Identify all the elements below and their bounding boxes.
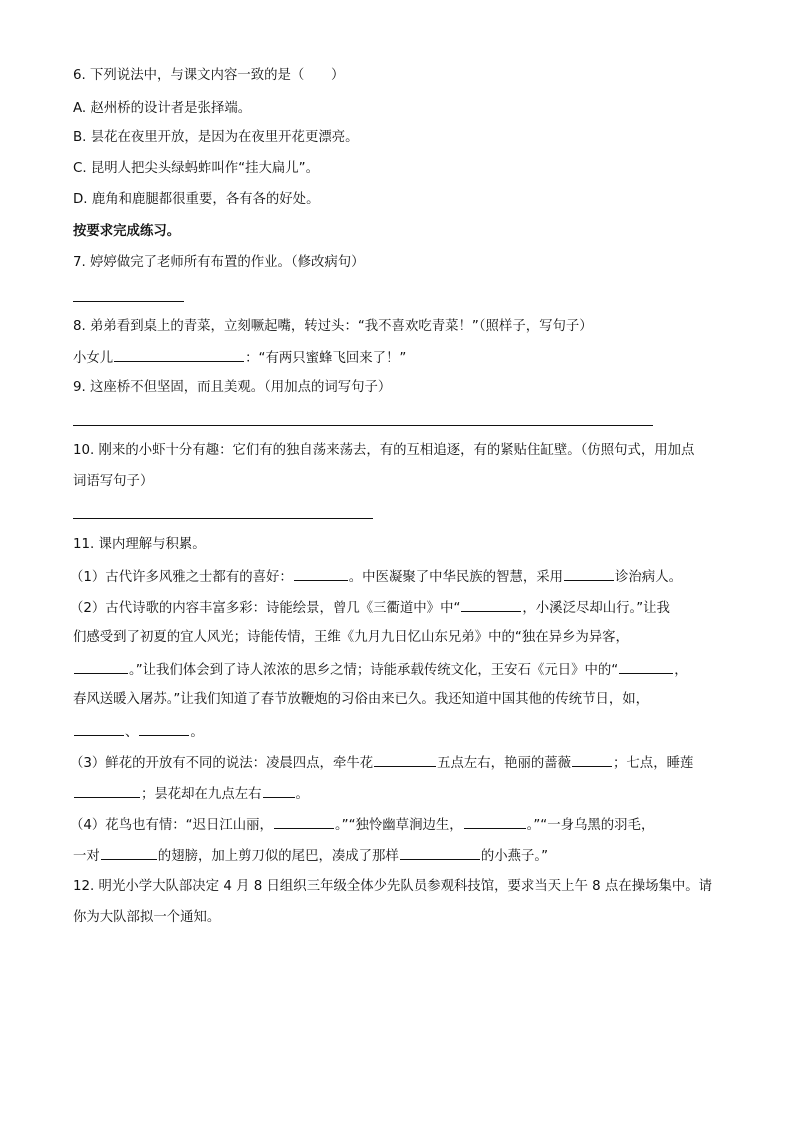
q11-p2-text-e: 、 bbox=[125, 725, 139, 740]
q11-p3-text-a: （3）鲜花的开放有不同的说法：凌晨四点，牵牛花 bbox=[70, 756, 374, 771]
q11-p1-text-c: 诊治病人。 bbox=[615, 570, 682, 585]
q11-p3-blank-2 bbox=[572, 752, 612, 767]
q11-p3-blank-4 bbox=[263, 783, 295, 798]
q11-part2-line3 bbox=[73, 659, 688, 681]
q12-line1: 12. 明光小学大队部决定 4 月 8 日组织三年级全体少先队员参观科技馆，要求当天上午 8 点在操场集中。请 bbox=[73, 879, 713, 894]
q8-answer-row bbox=[73, 347, 406, 369]
q11-p2-text-b: ，小溪泛尽却山行。”让我 bbox=[522, 601, 670, 616]
q9-stem: 9. 这座桥不但坚固，而且美观。（用加点的词写句子） bbox=[73, 380, 392, 395]
q11-p4-blank-3 bbox=[101, 845, 157, 860]
q11-p1-blank-2 bbox=[564, 566, 614, 581]
q12-line2: 你为大队部拟一个通知。 bbox=[73, 910, 221, 925]
q11-p4-text-e: 的翅膀，加上剪刀似的尾巴，凑成了那样 bbox=[157, 849, 399, 864]
q6-option-d: D. 鹿角和鹿腿都很重要，各有各的好处。 bbox=[73, 192, 320, 207]
q11-p2-text-a: （2）古代诗歌的内容丰富多彩：诗能绘景，曾几《三衢道中》中“ bbox=[70, 601, 461, 616]
q6-option-c: C. 昆明人把尖头绿蚂蚱叫作“挂大扁儿”。 bbox=[73, 161, 319, 176]
q11-p4-text-d: 一对 bbox=[73, 849, 100, 864]
q11-part4-line2 bbox=[73, 845, 548, 867]
q11-p3-text-c: ；七点，睡莲 bbox=[613, 756, 694, 771]
q11-part3-line1 bbox=[70, 752, 693, 774]
q6-stem: 6. 下列说法中，与课文内容一致的是（ ） bbox=[73, 68, 345, 83]
q11-p3-blank-1 bbox=[374, 752, 436, 767]
q11-part2-line4: 春风送暖入屠苏。”让我们知道了春节放鞭炮的习俗由来已久。我还知道中国其他的传统节日，如， bbox=[73, 692, 650, 707]
q11-p2-blank-3 bbox=[619, 659, 673, 674]
q8-stem: 8. 弟弟看到桌上的青菜，立刻噘起嘴，转过头：“我不喜欢吃青菜！”（照样子，写句子） bbox=[73, 319, 593, 334]
q11-p4-text-f: 的小燕子。” bbox=[480, 849, 549, 864]
q11-p2-text-f: 。 bbox=[190, 725, 204, 740]
q11-p3-text-b: 五点左右，艳丽的蔷薇 bbox=[437, 756, 572, 771]
q10-stem-line2: 词语写句子） bbox=[73, 474, 154, 489]
q11-p4-blank-4 bbox=[400, 845, 480, 860]
q11-p2-text-c: 。”让我们体会到了诗人浓浓的思乡之情；诗能承载传统文化，王安石《元日》中的“ bbox=[129, 663, 619, 678]
q11-p3-text-e: 。 bbox=[295, 787, 309, 802]
q11-part2-line1 bbox=[70, 597, 670, 619]
q11-p4-blank-2 bbox=[464, 814, 526, 829]
q11-p1-blank-1 bbox=[294, 566, 348, 581]
q11-p2-blank-1 bbox=[461, 597, 521, 612]
q10-stem-line1: 10. 刚来的小虾十分有趣：它们有的独自荡来荡去，有的互相追逐，有的紧贴住缸壁。（仿照句式，用加点 bbox=[73, 443, 695, 458]
q9-answer-line bbox=[73, 425, 653, 426]
q7-stem: 7. 婷婷做完了老师所有布置的作业。（修改病句） bbox=[73, 255, 365, 270]
q11-part4-line1 bbox=[70, 814, 654, 836]
q11-p2-blank-2 bbox=[74, 659, 128, 674]
q11-p2-text-d: ， bbox=[674, 663, 688, 678]
q11-part1 bbox=[70, 566, 682, 588]
q10-answer-line bbox=[73, 518, 373, 519]
q11-part2-line5 bbox=[73, 721, 204, 743]
q11-p2-blank-5 bbox=[139, 721, 189, 736]
q7-answer-line bbox=[73, 301, 184, 302]
q11-p4-text-b: 。”“独怜幽草涧边生， bbox=[334, 818, 463, 833]
q11-p4-text-c: 。”“一身乌黑的羽毛， bbox=[526, 818, 655, 833]
q8-blank bbox=[114, 347, 244, 362]
q11-part2-line2: 们感受到了初夏的宜人风光；诗能传情，王维《九月九日忆山东兄弟》中的“独在异乡为异客， bbox=[73, 630, 629, 645]
q11-p4-blank-1 bbox=[274, 814, 334, 829]
q11-p1-text-a: （1）古代许多风雅之士都有的喜好： bbox=[70, 570, 293, 585]
q6-option-b: B. 昙花在夜里开放，是因为在夜里开花更漂亮。 bbox=[73, 130, 359, 145]
q11-p4-text-a: （4）花鸟也有情：“迟日江山丽， bbox=[70, 818, 273, 833]
q11-p1-text-b: 。中医凝聚了中华民族的智慧，采用 bbox=[348, 570, 564, 585]
q11-p3-blank-3 bbox=[74, 783, 140, 798]
q8-line-end: ：“有两只蜜蜂飞回来了！” bbox=[245, 351, 407, 366]
section-title: 按要求完成练习。 bbox=[73, 224, 181, 239]
q11-p2-blank-4 bbox=[74, 721, 124, 736]
q6-option-a: A. 赵州桥的设计者是张择端。 bbox=[73, 101, 252, 116]
q11-p3-text-d: ；昙花却在九点左右 bbox=[141, 787, 262, 802]
q11-stem: 11. 课内理解与积累。 bbox=[73, 537, 206, 552]
q11-part3-line2 bbox=[73, 783, 309, 805]
q8-line-start: 小女儿 bbox=[73, 351, 114, 366]
